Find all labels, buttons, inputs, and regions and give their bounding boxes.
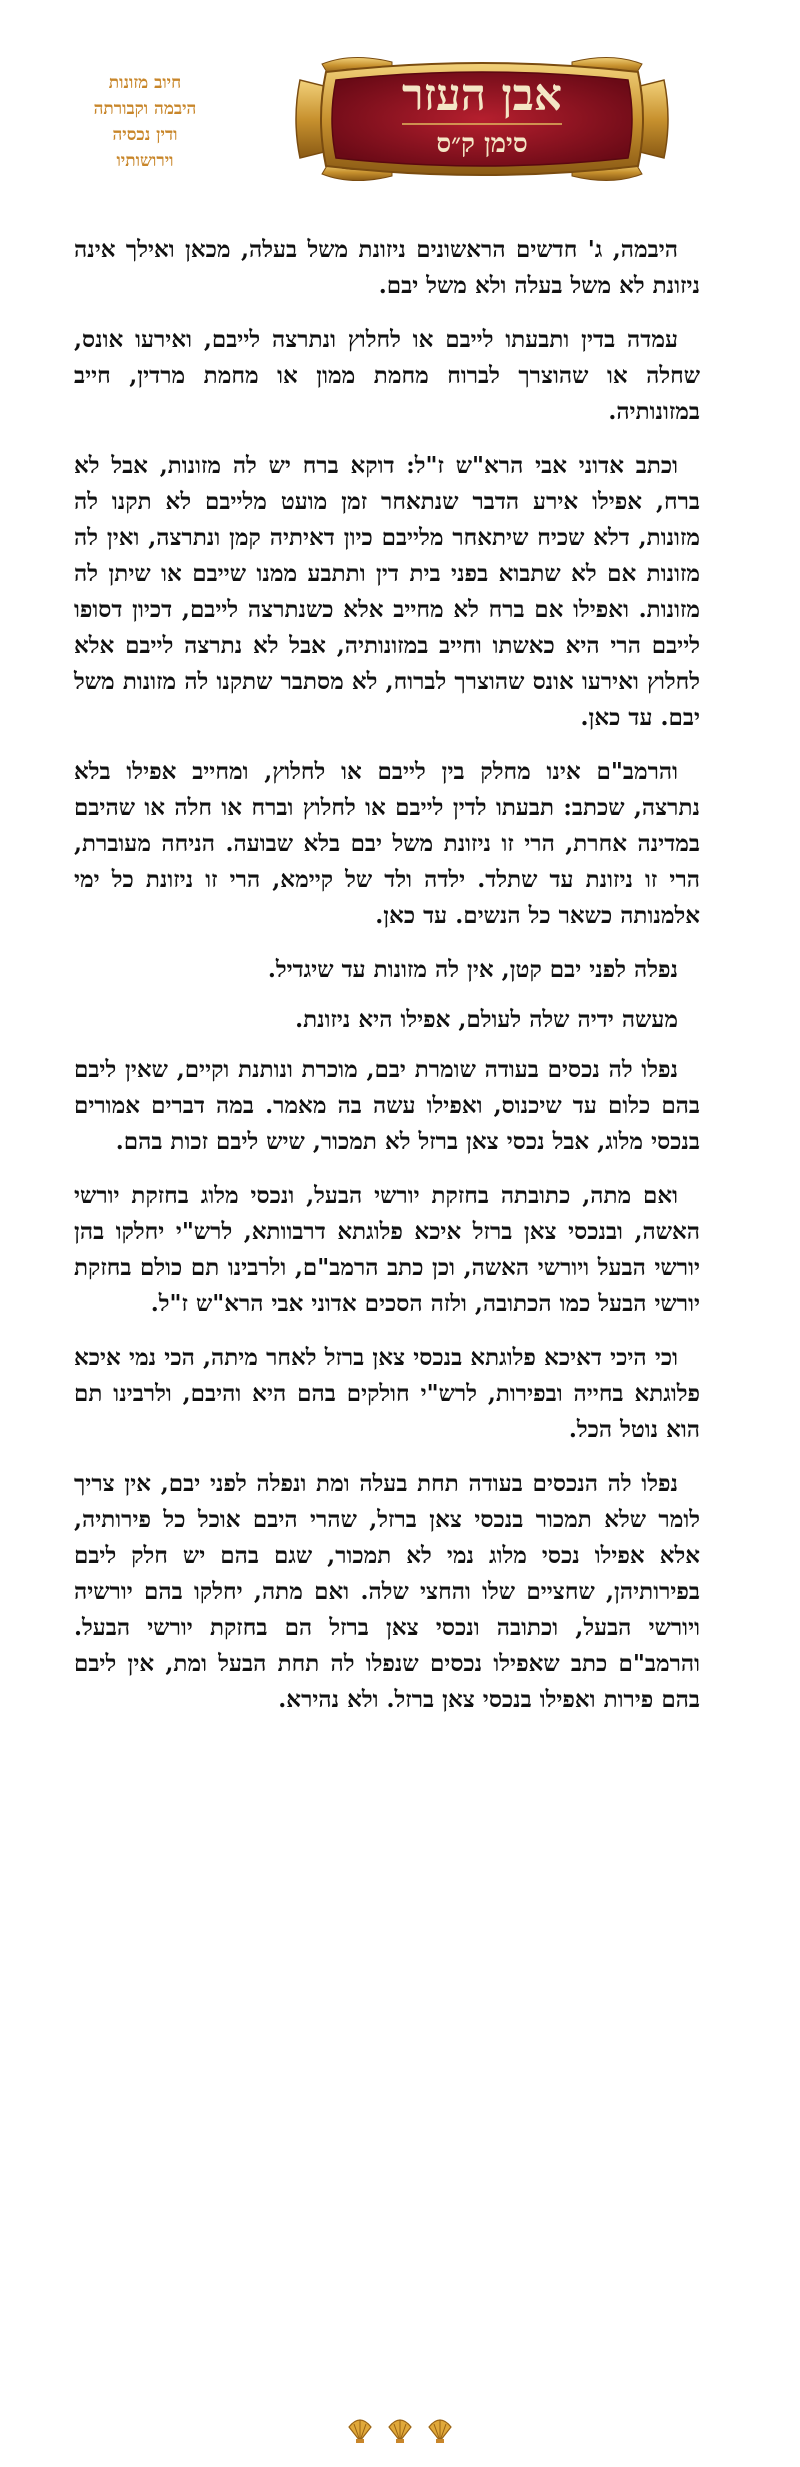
paragraph: וכי היכי דאיכא פלוגתא בנכסי צאן ברזל לאחר מיתה, הכי נמי איכא פלוגתא בחייה ובפירות, לרש"י חולקים בהם היא והיבם, ולרבינו תם הוא נוטל הכל.: [74, 1344, 700, 1443]
shell-icon: [345, 2415, 375, 2445]
shell-icon: [425, 2415, 455, 2445]
paragraph: היבמה, ג' חדשים הראשונים ניזונת משל בעלה, מכאן ואילך אינה ניזונת לא משל בעלה ולא משל יבם.: [74, 236, 700, 299]
paragraph: נפלו לה נכסים בעודה שומרת יבם, מוכרת ונותנת וקיים, שאין ליבם בהם כלום עד שיכנוס, ואפילו עשה בה מאמר. במה דברים אמורים בנכסי מלוג, אבל נכסי צאן ברזל לא תמכור, שיש ליבם זכות בהם.: [74, 1056, 700, 1155]
page-title: אבן העזר: [401, 70, 563, 121]
paragraph: והרמב"ם אינו מחלק בין לייבם או לחלוץ, ומחייב אפילו בלא נתרצה, שכתב: תבעתו לדין לייבם או לחלוץ וברח או חלה או שהיבם במדינה אחרת, הרי זו ניזונת משל יבם בלא שבועה. הניחה מעוברת, הרי זו ניזונת עד שתלד. ילדה ולד של קיימא, הרי זו ניזונת כל ימי אלמנותה כשאר כל הנשים. עד כאן.: [74, 758, 700, 929]
side-note: [60, 70, 230, 174]
side-note-line: חיוב מזונות: [108, 73, 182, 93]
paragraph: מעשה ידיה שלה לעולם, אפילו היא ניזונת.: [295, 1006, 678, 1033]
side-note-line: וירושותיו: [116, 151, 174, 171]
end-ornament: [0, 2410, 800, 2450]
shell-icon: [385, 2415, 415, 2445]
header: [0, 0, 800, 190]
paragraph: ואם מתה, כתובתה בחזקת יורשי הבעל, ונכסי מלוג בחזקת יורשי האשה, ובנכסי צאן ברזל איכא פלוגתא דרבוותא, לרש"י יחלקו בהן יורשי הבעל ויורשי האשה, וכן כתב הרמב"ם, ולרבינו תם כולם בחזקת יורשי הבעל כמו הכתובה, ולזה הסכים אדוני אבי הרא"ש ז"ל.: [74, 1182, 700, 1317]
title-banner: [292, 50, 672, 188]
paragraph: וכתב אדוני אבי הרא"ש ז"ל: דוקא ברח יש לה מזונות, אבל לא ברח, אפילו אירע הדבר שנתאחר זמן מועט מלייבם לא תקנו לה מזונות, דלא שכיח שיתאחר מלייבם כיון דאיתיה קמן ונתרצה, ואין לה מזונות אם לא שתבוא בפני בית דין ותתבע ממנו שייבם או שיתן לה מזונות. ואפילו אם ברח לא מחייב אלא כשנתרצה לייבם, דכיון דסופו לייבם הרי היא כאשתו וחייב במזונותיה, אבל לא נתרצה לייבם אלא לחלוץ ואירעו אונס שהוצרך לברוח, לא מסתבר שתקנו לה מזונות משל יבם. עד כאן.: [74, 452, 700, 731]
main-text: [74, 232, 700, 1736]
paragraph: עמדה בדין ותבעתו לייבם או לחלוץ ונתרצה לייבם, ואירעו אונס, שחלה או שהוצרך לברוח מחמת ממון או מחמת מרדין, חייב במזונותיה.: [74, 326, 700, 425]
side-note-line: ודין נכסיה: [112, 125, 178, 145]
page-subtitle: סימן ק״ס: [436, 129, 528, 159]
paragraph: נפלו לה הנכסים בעודה תחת בעלה ומת ונפלה לפני יבם, אין צריך לומר שלא תמכור בנכסי צאן ברזל, שהרי היבם אוכל כל פירותיה, אלא אפילו נכסי מלוג נמי לא תמכור, שגם בהם יש חלק ליבם בפירותיהן, שחציים שלו והחצי שלה. ואם מתה, יחלקו בהם יורשיה ויורשי הבעל, וכתובה ונכסי צאן ברזל הם בחזקת יורשי הבעל. והרמב"ם כתב שאפילו נכסים שנפלו לה תחת הבעל ומת, אין ליבם בהם פירות ואפילו בנכסי צאן ברזל. ולא נהירא.: [74, 1470, 700, 1713]
paragraph: נפלה לפני יבם קטן, אין לה מזונות עד שיגדיל.: [267, 956, 678, 983]
side-note-line: היבמה וקבורתה: [93, 99, 197, 119]
